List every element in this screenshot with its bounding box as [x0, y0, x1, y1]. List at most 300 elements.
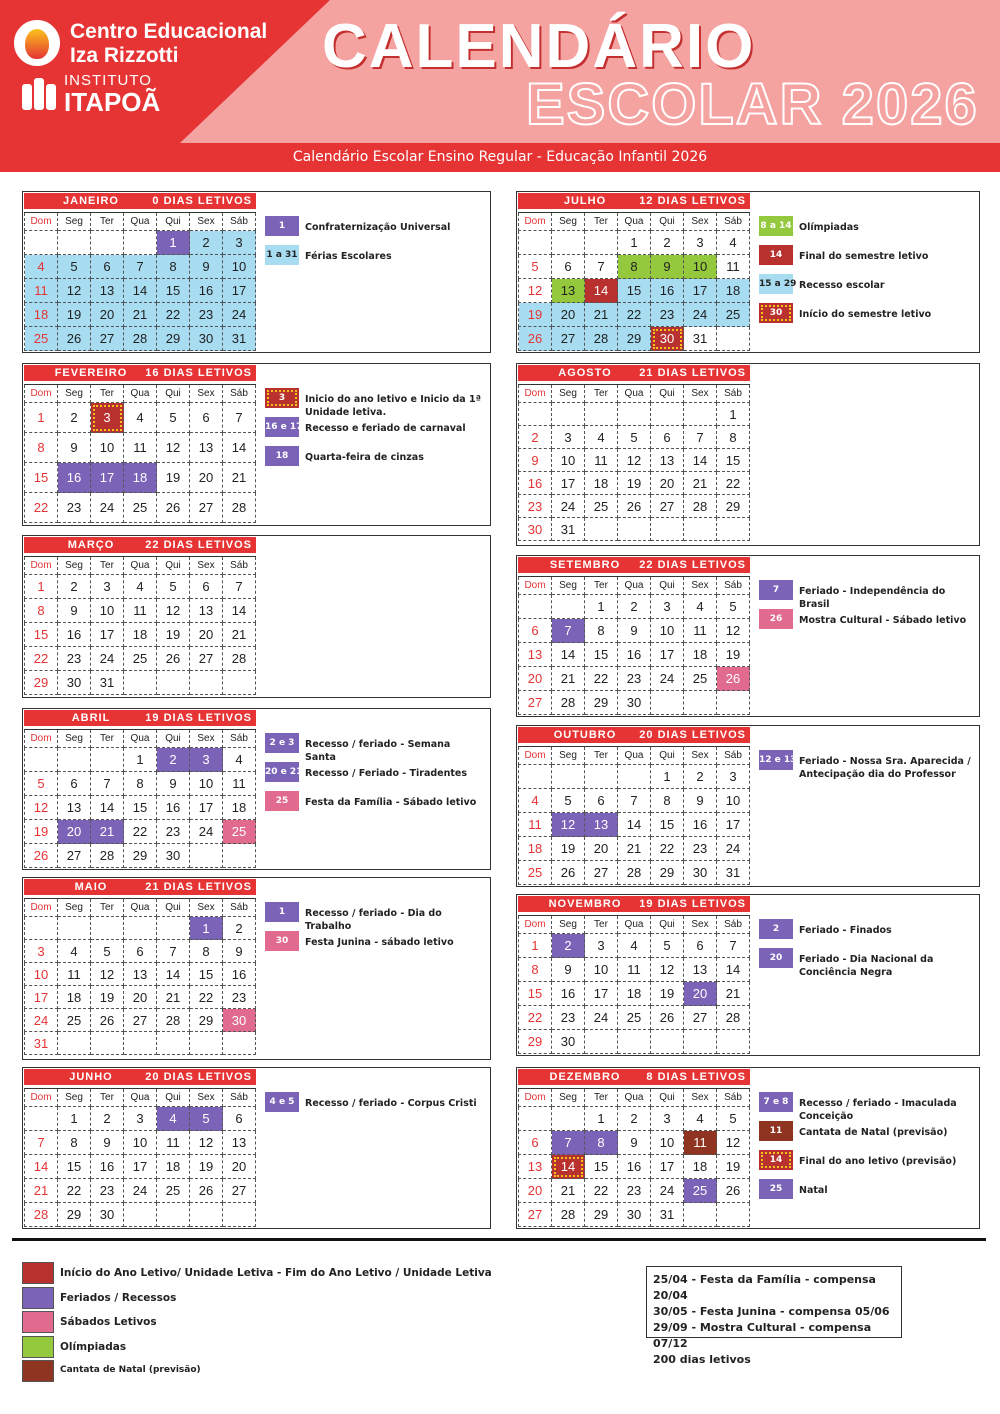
day-cell: 28	[25, 1203, 58, 1227]
note-line: 29/09 - Mostra Cultural - compensa 07/12	[653, 1321, 872, 1350]
weekday-header: Dom	[519, 916, 552, 934]
weekday-header: Sáb	[717, 916, 750, 934]
day-cell: 3	[91, 403, 124, 433]
day-cell: 18	[58, 986, 91, 1009]
page-subtitle: Calendário Escolar Ensino Regular - Educação Infantil 2026	[0, 143, 1000, 172]
day-cell: 23	[651, 303, 684, 327]
empty-cell	[585, 518, 618, 541]
empty-cell	[618, 518, 651, 541]
day-cell: 20	[552, 303, 585, 327]
weekday-header: Seg	[58, 385, 91, 403]
day-cell: 16	[552, 982, 585, 1006]
day-cell: 21	[157, 986, 190, 1009]
day-cell: 17	[91, 463, 124, 493]
weekday-header: Sex	[190, 899, 223, 917]
day-cell: 9	[618, 1131, 651, 1155]
day-cell: 17	[25, 986, 58, 1009]
empty-cell	[124, 917, 157, 940]
empty-cell	[58, 748, 91, 772]
day-cell: 28	[717, 1006, 750, 1030]
day-cell: 3	[651, 595, 684, 619]
empty-cell	[124, 671, 157, 695]
month-4	[22, 877, 491, 1060]
day-cell: 23	[58, 493, 91, 523]
day-cell: 27	[651, 495, 684, 518]
weekday-header: Qui	[651, 577, 684, 595]
day-cell: 19	[25, 820, 58, 844]
note-line: 30/05 - Festa Junina - compensa 05/06	[653, 1305, 890, 1318]
day-cell: 28	[618, 861, 651, 885]
weekday-header: Qui	[651, 1089, 684, 1107]
legend-text: Confraternização Universal	[305, 222, 451, 233]
weekday-header: Seg	[552, 916, 585, 934]
month-header	[24, 193, 256, 209]
empty-cell	[190, 671, 223, 695]
day-cell: 25	[717, 303, 750, 327]
day-cell: 7	[684, 426, 717, 449]
day-cell: 24	[651, 1179, 684, 1203]
key-text: Cantata de Natal (previsão)	[60, 1365, 201, 1375]
day-cell: 27	[684, 1006, 717, 1030]
day-cell: 15	[25, 463, 58, 493]
day-cell: 23	[91, 1179, 124, 1203]
month-name: OUTUBRO	[553, 729, 617, 741]
legend-text: Recesso escolar	[799, 280, 885, 291]
day-cell: 4	[717, 231, 750, 255]
day-cell: 11	[223, 772, 256, 796]
day-cell: 15	[618, 279, 651, 303]
school-name-line2: Iza Rizzotti	[70, 44, 179, 67]
day-cell: 30	[91, 1203, 124, 1227]
weekday-header: Ter	[585, 747, 618, 765]
day-cell: 7	[223, 575, 256, 599]
note-line: 25/04 - Festa da Família - compensa 20/04	[653, 1273, 876, 1302]
day-cell: 25	[684, 667, 717, 691]
day-cell: 28	[684, 495, 717, 518]
day-cell: 2	[157, 748, 190, 772]
day-cell: 2	[91, 1107, 124, 1131]
month-header	[518, 1069, 750, 1085]
month-letivos: 16 DIAS LETIVOS	[145, 367, 252, 379]
day-cell: 19	[157, 623, 190, 647]
day-cell: 5	[519, 255, 552, 279]
weekday-header: Qui	[651, 385, 684, 403]
weekday-header: Qua	[124, 557, 157, 575]
weekday-header: Seg	[58, 213, 91, 231]
weekday-header: Sáb	[717, 385, 750, 403]
day-cell: 21	[684, 472, 717, 495]
day-cell: 10	[684, 255, 717, 279]
day-cell: 6	[58, 772, 91, 796]
weekday-header: Sáb	[223, 730, 256, 748]
day-cell: 23	[552, 1006, 585, 1030]
day-cell: 26	[91, 1009, 124, 1032]
day-cell: 26	[717, 667, 750, 691]
month-grid	[24, 729, 256, 868]
weekday-header: Qui	[157, 899, 190, 917]
key-swatch	[22, 1360, 54, 1382]
day-cell: 1	[124, 748, 157, 772]
day-cell: 8	[651, 789, 684, 813]
day-cell: 10	[585, 958, 618, 982]
day-cell: 29	[25, 671, 58, 695]
weekday-header: Qui	[157, 213, 190, 231]
month-grid	[24, 898, 256, 1055]
day-cell: 20	[190, 623, 223, 647]
day-cell: 19	[58, 303, 91, 327]
day-cell: 10	[717, 789, 750, 813]
empty-cell	[223, 844, 256, 868]
day-cell: 18	[124, 463, 157, 493]
month-letivos: 21 DIAS LETIVOS	[639, 367, 746, 379]
day-cell: 16	[223, 963, 256, 986]
day-cell: 8	[58, 1131, 91, 1155]
legend-swatch: 26	[759, 609, 793, 629]
legend-swatch: 18	[265, 446, 299, 466]
legend-text: Recesso / Feriado - Tiradentes	[305, 768, 468, 779]
weekday-header: Ter	[91, 899, 124, 917]
day-cell: 16	[190, 279, 223, 303]
day-cell: 23	[157, 820, 190, 844]
day-cell: 18	[684, 643, 717, 667]
empty-cell	[190, 1203, 223, 1227]
empty-cell	[157, 671, 190, 695]
day-cell: 30	[684, 861, 717, 885]
empty-cell	[717, 1030, 750, 1054]
weekday-header: Dom	[519, 1089, 552, 1107]
day-cell: 22	[157, 303, 190, 327]
day-cell: 11	[618, 958, 651, 982]
day-cell: 11	[124, 599, 157, 623]
weekday-header: Seg	[552, 1089, 585, 1107]
notes-box	[646, 1266, 902, 1366]
weekday-header: Qua	[618, 385, 651, 403]
month-7	[516, 363, 980, 546]
day-cell: 10	[651, 1131, 684, 1155]
weekday-header: Seg	[58, 730, 91, 748]
day-cell: 17	[585, 982, 618, 1006]
day-cell: 2	[651, 231, 684, 255]
day-cell: 29	[519, 1030, 552, 1054]
day-cell: 27	[223, 1179, 256, 1203]
day-cell: 24	[91, 493, 124, 523]
weekday-header: Dom	[25, 730, 58, 748]
day-cell: 2	[223, 917, 256, 940]
weekday-header: Sáb	[223, 213, 256, 231]
day-cell: 15	[58, 1155, 91, 1179]
weekday-header: Sáb	[717, 1089, 750, 1107]
day-cell: 16	[58, 463, 91, 493]
month-grid	[518, 746, 750, 885]
weekday-header: Dom	[519, 577, 552, 595]
day-cell: 10	[552, 449, 585, 472]
day-cell: 3	[91, 575, 124, 599]
legend-swatch: 20 e 21	[265, 762, 299, 782]
day-cell: 5	[717, 1107, 750, 1131]
empty-cell	[157, 917, 190, 940]
empty-cell	[552, 231, 585, 255]
day-cell: 10	[25, 963, 58, 986]
weekday-header: Qua	[618, 213, 651, 231]
empty-cell	[58, 1032, 91, 1055]
legend-text: Recesso / feriado - Imaculada Conceição	[799, 1098, 957, 1122]
legend-text: Feriado - Dia Nacional da Conciência Negra	[799, 954, 934, 978]
day-cell: 1	[717, 403, 750, 426]
day-cell: 18	[585, 472, 618, 495]
day-cell: 4	[157, 1107, 190, 1131]
day-cell: 26	[552, 861, 585, 885]
day-cell: 6	[124, 940, 157, 963]
day-cell: 25	[223, 820, 256, 844]
day-cell: 4	[25, 255, 58, 279]
day-cell: 14	[223, 433, 256, 463]
month-letivos: 20 DIAS LETIVOS	[639, 729, 746, 741]
month-letivos: 21 DIAS LETIVOS	[145, 881, 252, 893]
day-cell: 18	[717, 279, 750, 303]
day-cell: 27	[91, 327, 124, 351]
weekday-header: Sáb	[717, 747, 750, 765]
weekday-header: Dom	[25, 385, 58, 403]
empty-cell	[91, 748, 124, 772]
day-cell: 27	[124, 1009, 157, 1032]
empty-cell	[25, 917, 58, 940]
day-cell: 4	[124, 403, 157, 433]
month-grid	[24, 1088, 256, 1227]
day-cell: 27	[519, 1203, 552, 1227]
day-cell: 29	[157, 327, 190, 351]
weekday-header: Dom	[519, 213, 552, 231]
legend-swatch: 2 e 3	[265, 733, 299, 753]
legend-text: Recesso e feriado de carnaval	[305, 423, 466, 434]
month-2	[22, 535, 491, 698]
day-cell: 11	[585, 449, 618, 472]
month-11	[516, 1067, 980, 1229]
day-cell: 22	[717, 472, 750, 495]
empty-cell	[651, 691, 684, 715]
day-cell: 26	[157, 493, 190, 523]
day-cell: 1	[651, 765, 684, 789]
day-cell: 27	[190, 647, 223, 671]
empty-cell	[684, 691, 717, 715]
day-cell: 17	[651, 1155, 684, 1179]
day-cell: 13	[58, 796, 91, 820]
legend-swatch: 25	[759, 1179, 793, 1199]
day-cell: 8	[585, 619, 618, 643]
day-cell: 4	[585, 426, 618, 449]
page-title: CALENDÁRIO	[322, 12, 756, 81]
month-grid	[518, 384, 750, 541]
day-cell: 2	[618, 595, 651, 619]
weekday-header: Qui	[157, 385, 190, 403]
day-cell: 10	[190, 772, 223, 796]
day-cell: 24	[717, 837, 750, 861]
day-cell: 7	[585, 255, 618, 279]
empty-cell	[91, 1032, 124, 1055]
day-cell: 22	[651, 837, 684, 861]
legend-swatch: 1 a 31	[265, 245, 299, 265]
day-cell: 15	[651, 813, 684, 837]
day-cell: 21	[223, 623, 256, 647]
month-letivos: 12 DIAS LETIVOS	[639, 195, 746, 207]
month-5	[22, 1067, 491, 1229]
day-cell: 12	[157, 599, 190, 623]
weekday-header: Qua	[124, 213, 157, 231]
institute-name: ITAPOÃ	[64, 87, 161, 117]
day-cell: 31	[223, 327, 256, 351]
day-cell: 30	[618, 691, 651, 715]
day-cell: 14	[25, 1155, 58, 1179]
day-cell: 14	[552, 1155, 585, 1179]
day-cell: 12	[651, 958, 684, 982]
day-cell: 27	[519, 691, 552, 715]
day-cell: 26	[58, 327, 91, 351]
day-cell: 30	[58, 671, 91, 695]
day-cell: 9	[190, 255, 223, 279]
day-cell: 15	[585, 1155, 618, 1179]
day-cell: 20	[585, 837, 618, 861]
day-cell: 21	[552, 1179, 585, 1203]
month-grid	[518, 576, 750, 715]
day-cell: 11	[684, 1131, 717, 1155]
day-cell: 17	[717, 813, 750, 837]
empty-cell	[124, 1032, 157, 1055]
legend-text: Recesso / feriado - Dia do Trabalho	[305, 908, 442, 932]
empty-cell	[552, 765, 585, 789]
day-cell: 5	[552, 789, 585, 813]
day-cell: 11	[684, 619, 717, 643]
day-cell: 18	[519, 837, 552, 861]
day-cell: 22	[585, 667, 618, 691]
day-cell: 6	[190, 403, 223, 433]
day-cell: 8	[25, 433, 58, 463]
empty-cell	[585, 1030, 618, 1054]
day-cell: 10	[91, 433, 124, 463]
day-cell: 13	[684, 958, 717, 982]
weekday-header: Qui	[651, 747, 684, 765]
month-letivos: 8 DIAS LETIVOS	[646, 1071, 746, 1083]
day-cell: 5	[651, 934, 684, 958]
day-cell: 25	[157, 1179, 190, 1203]
weekday-header: Sáb	[223, 1089, 256, 1107]
day-cell: 16	[684, 813, 717, 837]
day-cell: 29	[190, 1009, 223, 1032]
weekday-header: Seg	[58, 557, 91, 575]
day-cell: 12	[717, 1131, 750, 1155]
empty-cell	[651, 518, 684, 541]
weekday-header: Qui	[651, 213, 684, 231]
day-cell: 1	[25, 575, 58, 599]
day-cell: 30	[223, 1009, 256, 1032]
day-cell: 3	[684, 231, 717, 255]
legend-swatch: 11	[759, 1121, 793, 1141]
weekday-header: Qua	[618, 577, 651, 595]
day-cell: 29	[585, 1203, 618, 1227]
empty-cell	[618, 765, 651, 789]
legend-swatch: 1	[265, 902, 299, 922]
day-cell: 19	[519, 303, 552, 327]
day-cell: 14	[618, 813, 651, 837]
weekday-header: Qui	[157, 730, 190, 748]
day-cell: 3	[124, 1107, 157, 1131]
day-cell: 25	[585, 495, 618, 518]
month-letivos: 19 DIAS LETIVOS	[145, 712, 252, 724]
empty-cell	[519, 595, 552, 619]
month-header	[518, 557, 750, 573]
weekday-header: Qua	[618, 916, 651, 934]
day-cell: 14	[684, 449, 717, 472]
day-cell: 2	[58, 575, 91, 599]
day-cell: 9	[618, 619, 651, 643]
legend-text: Férias Escolares	[305, 251, 392, 262]
day-cell: 2	[684, 765, 717, 789]
empty-cell	[190, 844, 223, 868]
day-cell: 30	[190, 327, 223, 351]
day-cell: 24	[552, 495, 585, 518]
day-cell: 15	[717, 449, 750, 472]
empty-cell	[223, 1032, 256, 1055]
day-cell: 30	[651, 327, 684, 351]
weekday-header: Qua	[124, 385, 157, 403]
day-cell: 16	[157, 796, 190, 820]
school-name	[70, 20, 267, 68]
month-letivos: 20 DIAS LETIVOS	[145, 1071, 252, 1083]
day-cell: 13	[190, 433, 223, 463]
day-cell: 5	[157, 575, 190, 599]
day-cell: 9	[58, 599, 91, 623]
day-cell: 28	[124, 327, 157, 351]
day-cell: 26	[157, 647, 190, 671]
day-cell: 31	[25, 1032, 58, 1055]
weekday-header: Dom	[25, 899, 58, 917]
day-cell: 3	[717, 765, 750, 789]
day-cell: 13	[190, 599, 223, 623]
day-cell: 12	[58, 279, 91, 303]
day-cell: 14	[124, 279, 157, 303]
note-line: 200 dias letivos	[653, 1353, 751, 1366]
day-cell: 5	[91, 940, 124, 963]
weekday-header: Dom	[519, 747, 552, 765]
month-letivos: 22 DIAS LETIVOS	[145, 539, 252, 551]
legend-text: Cantata de Natal (previsão)	[799, 1127, 948, 1138]
legend-swatch: 14	[759, 1150, 793, 1170]
day-cell: 17	[651, 643, 684, 667]
day-cell: 1	[58, 1107, 91, 1131]
empty-cell	[717, 691, 750, 715]
weekday-header: Dom	[25, 1089, 58, 1107]
day-cell: 29	[585, 691, 618, 715]
day-cell: 7	[124, 255, 157, 279]
weekday-header: Qua	[618, 747, 651, 765]
day-cell: 23	[684, 837, 717, 861]
empty-cell	[618, 403, 651, 426]
day-cell: 20	[519, 667, 552, 691]
empty-cell	[190, 1032, 223, 1055]
legend-swatch: 25	[265, 791, 299, 811]
weekday-header: Sex	[190, 213, 223, 231]
day-cell: 15	[519, 982, 552, 1006]
day-cell: 12	[190, 1131, 223, 1155]
day-cell: 22	[519, 1006, 552, 1030]
weekday-header: Ter	[91, 730, 124, 748]
weekday-header: Ter	[585, 213, 618, 231]
day-cell: 31	[651, 1203, 684, 1227]
day-cell: 8	[717, 426, 750, 449]
day-cell: 24	[91, 647, 124, 671]
day-cell: 5	[190, 1107, 223, 1131]
day-cell: 8	[585, 1131, 618, 1155]
day-cell: 22	[124, 820, 157, 844]
day-cell: 8	[618, 255, 651, 279]
